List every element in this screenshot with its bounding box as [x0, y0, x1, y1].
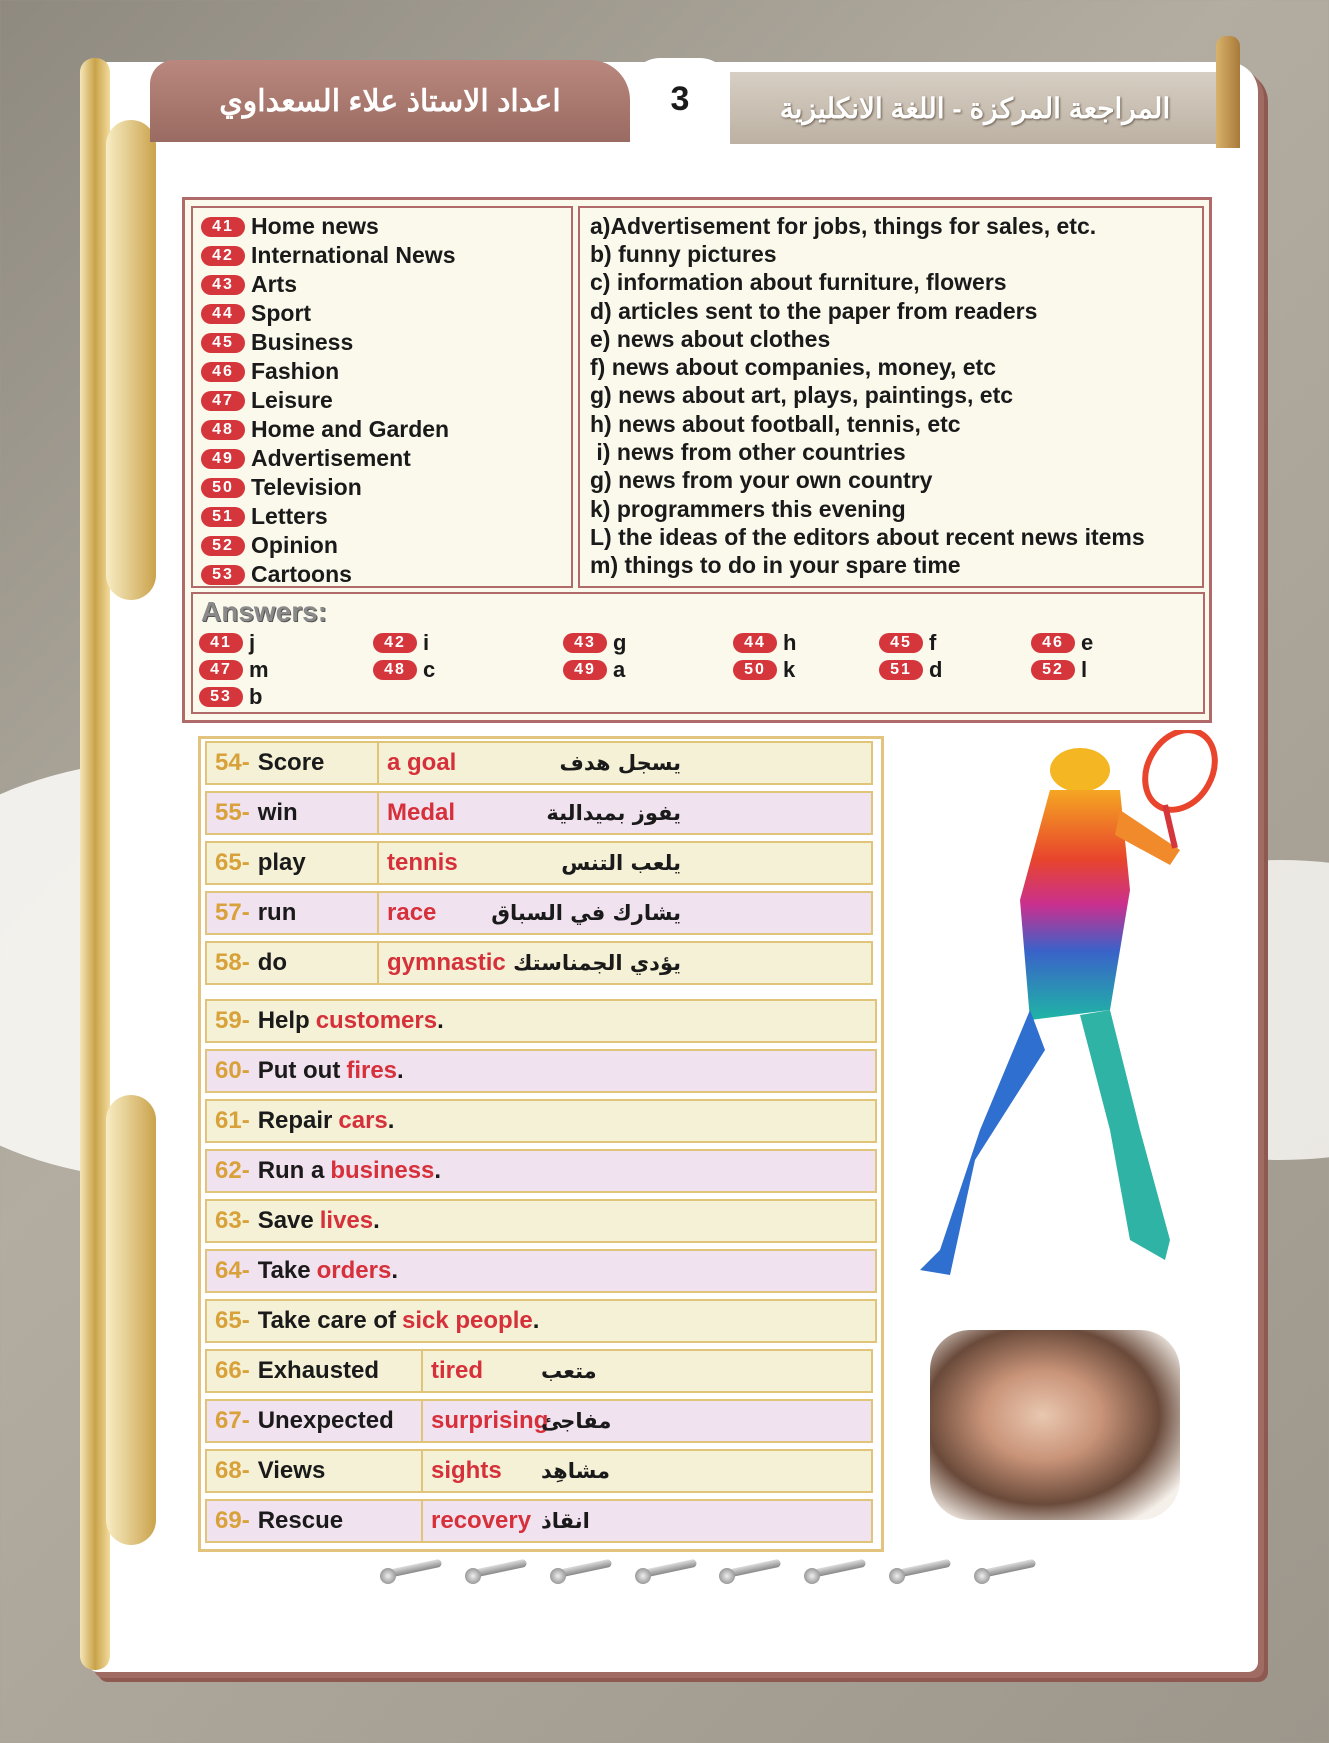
- section-item: [201, 415, 571, 444]
- pin-icon: [719, 1556, 785, 1580]
- description-item: k) programmers this evening: [590, 495, 906, 522]
- page-number: 3: [630, 58, 730, 140]
- number-badge: 44: [201, 304, 245, 324]
- section-label: Business: [251, 329, 354, 355]
- section-label: Leisure: [251, 387, 333, 413]
- arabic-meaning: يسجل هدف: [559, 751, 681, 775]
- job-object: customers: [315, 1007, 438, 1034]
- answer-letter: l: [1081, 657, 1088, 682]
- answer-item: [1031, 630, 1093, 656]
- period: .: [391, 1257, 398, 1284]
- answer-letter: e: [1081, 630, 1094, 655]
- descriptions-list: [578, 206, 1204, 588]
- job-cell: [205, 1199, 877, 1243]
- synonym-text: sights: [431, 1457, 502, 1484]
- verb-cell: [205, 791, 385, 835]
- verb-text: play: [257, 849, 306, 876]
- word-text: Rescue: [257, 1507, 344, 1534]
- job-object: business: [330, 1157, 435, 1184]
- pin-icon: [804, 1556, 870, 1580]
- number-badge: 50: [733, 660, 777, 680]
- answer-item: [563, 657, 625, 683]
- answers-box: [191, 592, 1205, 714]
- description-item: a)Advertisement for jobs, things for sales, etc.: [590, 212, 1097, 239]
- item-number: 54-: [215, 749, 250, 776]
- synonym-text: surprising: [431, 1407, 549, 1434]
- item-number: 58-: [215, 949, 250, 976]
- job-verb: Take care of: [257, 1307, 396, 1334]
- synonym-cell: [421, 1499, 873, 1543]
- period: .: [532, 1307, 540, 1334]
- period: .: [437, 1007, 444, 1034]
- number-badge: 53: [199, 687, 243, 707]
- verb-text: win: [257, 799, 298, 826]
- section-item: [201, 328, 571, 357]
- arabic-meaning: يؤدي الجمناستك: [513, 951, 681, 975]
- synonym-row: [205, 1349, 875, 1393]
- arabic-meaning: انقاذ: [541, 1509, 590, 1533]
- job-row: [205, 1149, 875, 1193]
- pin-icon: [550, 1556, 616, 1580]
- verb-cell: [205, 941, 385, 985]
- number-badge: 42: [201, 246, 245, 266]
- job-cell: [205, 1099, 877, 1143]
- section-label: Advertisement: [251, 445, 411, 471]
- section-label: Sport: [251, 300, 312, 326]
- section-item: [201, 444, 571, 473]
- description-item: c) information about furniture, flowers: [590, 269, 1007, 296]
- number-badge: 52: [201, 536, 245, 556]
- collocation-row: [205, 791, 875, 835]
- number-badge: 53: [201, 565, 245, 585]
- gold-tab: [106, 1095, 156, 1545]
- section-item: [201, 502, 571, 531]
- job-verb: Save: [257, 1207, 314, 1234]
- decorative-pins: [380, 1556, 1040, 1596]
- tennis-player-illustration: [880, 730, 1220, 1330]
- item-number: 67-: [215, 1407, 250, 1434]
- number-badge: 42: [373, 633, 417, 653]
- section-label: Cartoons: [251, 561, 352, 587]
- synonym-cell: [421, 1449, 873, 1493]
- number-badge: 49: [201, 449, 245, 469]
- answer-item: [1031, 657, 1087, 683]
- number-badge: 41: [199, 633, 243, 653]
- job-object: orders: [316, 1257, 392, 1284]
- pin-icon: [380, 1556, 446, 1580]
- job-row: [205, 1249, 875, 1293]
- section-item: [201, 241, 571, 270]
- description-item: L) the ideas of the editors about recent news items: [590, 523, 1145, 550]
- item-number: 62-: [215, 1157, 250, 1184]
- job-verb: Repair: [257, 1107, 333, 1134]
- job-object: sick people: [401, 1307, 533, 1334]
- answer-item: [879, 630, 936, 656]
- section-item: [201, 357, 571, 386]
- word-text: Views: [257, 1457, 326, 1484]
- arabic-meaning: متعب: [541, 1359, 597, 1383]
- period: .: [434, 1157, 442, 1184]
- section-item: [201, 299, 571, 328]
- item-number: 57-: [215, 899, 250, 926]
- description-item: e) news about clothes: [590, 325, 831, 352]
- answer-item: [563, 630, 626, 656]
- word-cell: [205, 1349, 427, 1393]
- answer-letter: h: [783, 630, 797, 655]
- answer-letter: f: [929, 630, 937, 655]
- number-badge: 49: [563, 660, 607, 680]
- synonym-cell: [421, 1399, 873, 1443]
- number-badge: 45: [201, 333, 245, 353]
- item-number: 65-: [215, 849, 250, 876]
- arabic-meaning: يلعب التنس: [561, 851, 681, 875]
- pin-icon: [465, 1556, 531, 1580]
- job-object: fires: [346, 1057, 398, 1084]
- job-object: lives: [319, 1207, 374, 1234]
- job-verb: Help: [257, 1007, 310, 1034]
- description-item: g) news about art, plays, paintings, etc: [590, 382, 1014, 409]
- job-cell: [205, 1049, 877, 1093]
- pin-icon: [974, 1556, 1040, 1580]
- answer-letter: a: [613, 657, 626, 682]
- collocation-row: [205, 741, 875, 785]
- job-verb: Run a: [257, 1157, 325, 1184]
- pin-icon: [889, 1556, 955, 1580]
- noun-text: Medal: [387, 799, 456, 826]
- job-row: [205, 1299, 875, 1343]
- number-badge: 52: [1031, 660, 1075, 680]
- description-item: i) news from other countries: [590, 439, 906, 466]
- section-item: [201, 473, 571, 502]
- answer-letter: d: [929, 657, 943, 682]
- job-cell: [205, 1299, 877, 1343]
- job-object: cars: [338, 1107, 388, 1134]
- description-item: d) articles sent to the paper from readers: [590, 297, 1038, 324]
- gold-tab: [106, 120, 156, 600]
- answer-item: [373, 630, 429, 656]
- item-number: 69-: [215, 1507, 250, 1534]
- number-badge: 51: [201, 507, 245, 527]
- collocation-row: [205, 941, 875, 985]
- answers-title: Answers:: [201, 596, 328, 627]
- noun-cell: [377, 841, 873, 885]
- item-number: 55-: [215, 799, 250, 826]
- word-cell: [205, 1499, 427, 1543]
- number-badge: 47: [201, 391, 245, 411]
- noun-text: race: [387, 899, 437, 926]
- number-badge: 46: [1031, 633, 1075, 653]
- period: .: [373, 1207, 380, 1234]
- verb-cell: [205, 891, 385, 935]
- item-number: 59-: [215, 1007, 250, 1034]
- answer-letter: g: [613, 630, 627, 655]
- answer-letter: k: [783, 657, 796, 682]
- verb-cell: [205, 741, 385, 785]
- item-number: 65-: [215, 1307, 250, 1334]
- collocation-row: [205, 841, 875, 885]
- job-row: [205, 1199, 875, 1243]
- noun-text: gymnastic: [387, 949, 506, 976]
- item-number: 63-: [215, 1207, 250, 1234]
- synonym-row: [205, 1499, 875, 1543]
- number-badge: 43: [563, 633, 607, 653]
- answer-letter: c: [423, 657, 436, 682]
- arabic-meaning: يشارك في السباق: [491, 901, 681, 925]
- number-badge: 41: [201, 217, 245, 237]
- synonym-row: [205, 1449, 875, 1493]
- job-row: [205, 1049, 875, 1093]
- answer-item: [199, 657, 269, 683]
- noun-text: tennis: [387, 849, 458, 876]
- sections-list: [191, 206, 573, 588]
- job-cell: [205, 1149, 877, 1193]
- noun-cell: [377, 791, 873, 835]
- verb-cell: [205, 841, 385, 885]
- arabic-meaning: يفوز بميدالية: [546, 801, 681, 825]
- section-label: Opinion: [251, 532, 338, 558]
- section-label: Television: [251, 474, 362, 500]
- job-cell: [205, 1249, 877, 1293]
- answer-letter: m: [249, 657, 269, 682]
- section-item: [201, 560, 571, 589]
- synonym-row: [205, 1399, 875, 1443]
- word-text: Unexpected: [257, 1407, 394, 1434]
- answer-item: [733, 630, 796, 656]
- item-number: 61-: [215, 1107, 250, 1134]
- description-item: m) things to do in your spare time: [590, 552, 961, 579]
- matching-exercise: [182, 197, 1212, 723]
- description-item: f) news about companies, money, etc: [590, 354, 996, 381]
- description-item: h) news about football, tennis, etc: [590, 410, 961, 437]
- word-cell: [205, 1399, 427, 1443]
- noun-cell: [377, 941, 873, 985]
- item-number: 68-: [215, 1457, 250, 1484]
- job-row: [205, 1099, 875, 1143]
- section-item: [201, 386, 571, 415]
- word-text: Exhausted: [257, 1357, 380, 1384]
- noun-cell: [377, 891, 873, 935]
- section-label: Fashion: [251, 358, 340, 384]
- answer-item: [373, 657, 435, 683]
- pin-icon: [635, 1556, 701, 1580]
- number-badge: 43: [201, 275, 245, 295]
- item-number: 64-: [215, 1257, 250, 1284]
- section-label: Arts: [251, 271, 298, 297]
- item-number: 66-: [215, 1357, 250, 1384]
- arabic-meaning: مفاجئ: [541, 1409, 612, 1433]
- number-badge: 46: [201, 362, 245, 382]
- description-item: b) funny pictures: [590, 240, 777, 267]
- section-label: International News: [251, 242, 456, 268]
- author-title: اعداد الاستاذ علاء السعداوي: [150, 60, 630, 142]
- answer-letter: i: [423, 630, 430, 655]
- job-verb: Put out: [257, 1057, 341, 1084]
- period: .: [397, 1057, 404, 1084]
- number-badge: 44: [733, 633, 777, 653]
- synonym-text: recovery: [431, 1507, 532, 1534]
- synonym-text: tired: [431, 1357, 484, 1384]
- rescue-photo: [930, 1330, 1180, 1520]
- number-badge: 48: [373, 660, 417, 680]
- word-cell: [205, 1449, 427, 1493]
- answer-item: [879, 657, 942, 683]
- item-number: 60-: [215, 1057, 250, 1084]
- section-label: Home and Garden: [251, 416, 450, 442]
- answer-item: [733, 657, 795, 683]
- job-cell: [205, 999, 877, 1043]
- section-label: Letters: [251, 503, 328, 529]
- answer-letter: j: [249, 630, 256, 655]
- arabic-meaning: مشاهِد: [541, 1459, 610, 1483]
- verb-text: do: [257, 949, 288, 976]
- subject-title: المراجعة المركزة - اللغة الانكليزية: [730, 72, 1220, 144]
- vocabulary-table: [198, 736, 884, 1552]
- synonym-cell: [421, 1349, 873, 1393]
- answer-letter: b: [249, 684, 263, 709]
- answer-item: [199, 630, 255, 656]
- noun-text: a goal: [387, 749, 457, 776]
- number-badge: 48: [201, 420, 245, 440]
- section-item: [201, 531, 571, 560]
- collocation-row: [205, 891, 875, 935]
- answer-item: [199, 684, 262, 710]
- section-label: Home news: [251, 213, 379, 239]
- job-row: [205, 999, 875, 1043]
- description-item: g) news from your own country: [590, 467, 933, 494]
- verb-text: Score: [257, 749, 325, 776]
- number-badge: 50: [201, 478, 245, 498]
- verb-text: run: [257, 899, 297, 926]
- section-item: [201, 270, 571, 299]
- section-item: [201, 212, 571, 241]
- period: .: [387, 1107, 395, 1134]
- big-ben-icon: [1216, 36, 1240, 148]
- number-badge: 45: [879, 633, 923, 653]
- job-verb: Take: [257, 1257, 311, 1284]
- noun-cell: [377, 741, 873, 785]
- number-badge: 47: [199, 660, 243, 680]
- number-badge: 51: [879, 660, 923, 680]
